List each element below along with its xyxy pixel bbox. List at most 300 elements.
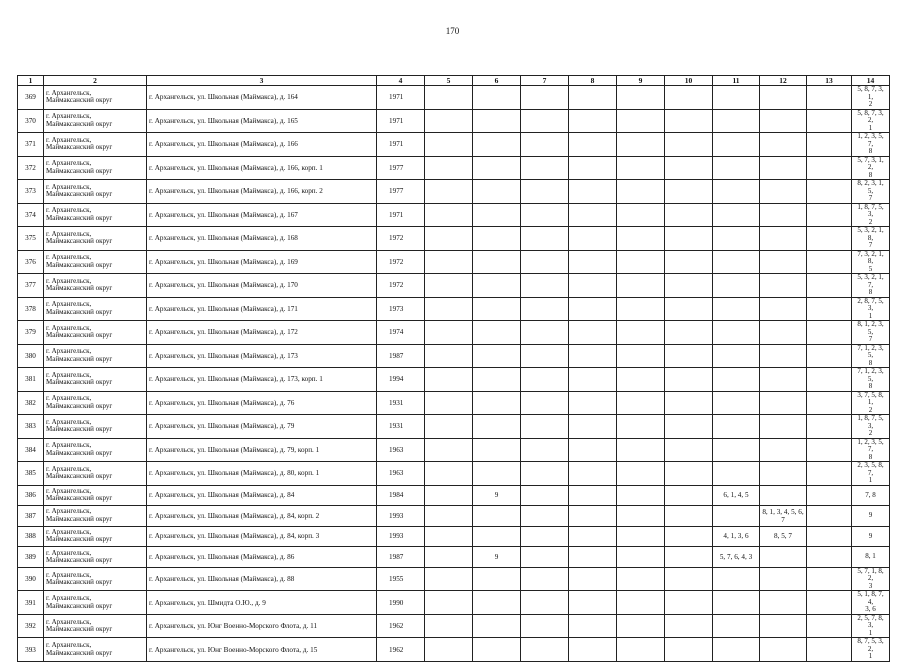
value-cell-8 (569, 109, 617, 133)
value-cell-9 (617, 133, 665, 157)
value-cell-13 (807, 415, 852, 439)
district-cell (44, 485, 147, 506)
district-line: Маймаксанский округ (46, 119, 113, 128)
code-line: 1 (868, 311, 873, 320)
value-cell-8 (569, 227, 617, 251)
value-cell-14 (852, 506, 890, 527)
value-cell-7 (521, 614, 569, 638)
value-cell-10 (665, 506, 713, 527)
value-cell-11 (713, 86, 760, 110)
address-cell: г. Архангельск, ул. Школьная (Маймакса), д. 171 (147, 297, 377, 321)
district-line: г. Архангельск, (46, 347, 92, 356)
value-cell-14 (852, 156, 890, 180)
district-line: Маймаксанский округ (46, 331, 113, 340)
code-line: 5, 7, 1, 8, 2, (857, 567, 884, 583)
value-cell-12 (760, 156, 807, 180)
code-line: 9 (868, 531, 873, 540)
value-cell-5 (425, 133, 473, 157)
district-line: г. Архангельск, (46, 641, 92, 650)
value-cell-6 (473, 203, 521, 227)
table-row (18, 203, 890, 227)
table-row (18, 156, 890, 180)
value-cell-7 (521, 526, 569, 547)
value-cell-13 (807, 250, 852, 274)
value-cell-12 (760, 344, 807, 368)
district-line: Маймаксанский округ (46, 472, 113, 481)
value-cell-8 (569, 485, 617, 506)
district-cell (44, 109, 147, 133)
table-row (18, 438, 890, 462)
value-cell-7 (521, 391, 569, 415)
value-cell-9 (617, 109, 665, 133)
code-line: 7, 3, 2, 1, 8, (857, 250, 884, 265)
value-cell-13 (807, 591, 852, 615)
row-number-cell: 374 (18, 203, 44, 227)
value-cell-14 (852, 133, 890, 157)
value-cell-9 (617, 274, 665, 298)
value-cell-8 (569, 321, 617, 345)
district-line: г. Архангельск, (46, 300, 92, 309)
row-number-cell: 387 (18, 506, 44, 527)
year-cell: 1973 (377, 297, 425, 321)
district-line: г. Архангельск, (46, 370, 92, 379)
district-line: Маймаксанский округ (46, 448, 113, 457)
value-cell-6 (473, 567, 521, 591)
table-row (18, 567, 890, 591)
address-cell: г. Архангельск, ул. Школьная (Маймакса), д. 165 (147, 109, 377, 133)
district-cell (44, 250, 147, 274)
value-cell-14 (852, 391, 890, 415)
address-cell: г. Архангельск, ул. Юнг Военно-Морского Флота, д. 15 (147, 638, 377, 662)
district-cell (44, 438, 147, 462)
value-cell-10 (665, 415, 713, 439)
code-line: 2, 3, 5, 8, 7, (857, 461, 884, 477)
value-cell-10 (665, 109, 713, 133)
value-cell-9 (617, 203, 665, 227)
row-number-cell: 369 (18, 86, 44, 110)
column-header: 8 (569, 76, 617, 86)
value-cell-8 (569, 462, 617, 486)
value-cell-7 (521, 86, 569, 110)
value-cell-9 (617, 506, 665, 527)
year-cell: 1993 (377, 526, 425, 547)
value-cell-10 (665, 526, 713, 547)
value-cell-11: 4, 1, 3, 6 (713, 526, 760, 547)
value-cell-6 (473, 415, 521, 439)
district-cell (44, 344, 147, 368)
code-line: 1 (868, 123, 873, 132)
value-cell-13 (807, 274, 852, 298)
value-cell-12 (760, 133, 807, 157)
value-cell-5 (425, 614, 473, 638)
row-number-cell: 379 (18, 321, 44, 345)
district-cell (44, 415, 147, 439)
district-line: Маймаксанский округ (46, 625, 113, 634)
value-cell-6 (473, 526, 521, 547)
value-cell-9 (617, 591, 665, 615)
year-cell: 1971 (377, 109, 425, 133)
table-row (18, 180, 890, 204)
value-cell-10 (665, 274, 713, 298)
code-line: 5, 1, 8, 7, 4, (857, 590, 884, 606)
value-cell-6 (473, 368, 521, 392)
value-cell-10 (665, 133, 713, 157)
value-cell-9 (617, 547, 665, 568)
district-line: Маймаксанский округ (46, 354, 113, 363)
value-cell-5 (425, 368, 473, 392)
value-cell-11 (713, 344, 760, 368)
district-line: Маймаксанский округ (46, 260, 113, 269)
district-line: г. Архангельск, (46, 441, 92, 450)
value-cell-11 (713, 180, 760, 204)
value-cell-9 (617, 250, 665, 274)
table-row (18, 109, 890, 133)
table-row (18, 547, 890, 568)
row-number-cell: 370 (18, 109, 44, 133)
value-cell-12 (760, 485, 807, 506)
code-line: 3, 7, 5, 8, 1, (857, 391, 884, 406)
district-cell (44, 638, 147, 662)
value-cell-7 (521, 567, 569, 591)
value-cell-10 (665, 321, 713, 345)
row-number-cell: 392 (18, 614, 44, 638)
value-cell-8 (569, 250, 617, 274)
code-line: 2, 5, 7, 8, 3, (857, 614, 884, 630)
value-cell-12 (760, 321, 807, 345)
value-cell-5 (425, 109, 473, 133)
row-number-cell: 376 (18, 250, 44, 274)
code-line: 5, 3, 2, 1, 7, (857, 273, 884, 289)
code-line: 5, 7, 3, 1, 2, (857, 156, 884, 171)
value-cell-14 (852, 638, 890, 662)
year-cell: 1977 (377, 156, 425, 180)
row-number-cell: 372 (18, 156, 44, 180)
value-cell-5 (425, 506, 473, 527)
value-cell-5 (425, 485, 473, 506)
table-row (18, 297, 890, 321)
header-row (18, 76, 890, 86)
district-cell (44, 591, 147, 615)
value-cell-14 (852, 462, 890, 486)
district-line: Маймаксанский округ (46, 535, 113, 544)
code-line: 5, 8, 7, 3, 1, (857, 85, 884, 101)
code-line: 8 (868, 382, 873, 390)
table-row (18, 391, 890, 415)
value-cell-13 (807, 438, 852, 462)
code-line: 2 (868, 100, 873, 108)
value-cell-13 (807, 391, 852, 415)
value-cell-8 (569, 133, 617, 157)
value-cell-12 (760, 438, 807, 462)
district-line: г. Архангельск, (46, 570, 92, 579)
value-cell-7 (521, 180, 569, 204)
year-cell: 1955 (377, 567, 425, 591)
value-cell-9 (617, 614, 665, 638)
table-row (18, 250, 890, 274)
value-cell-7 (521, 133, 569, 157)
district-cell (44, 321, 147, 345)
year-cell: 1971 (377, 133, 425, 157)
value-cell-7 (521, 297, 569, 321)
district-line: Маймаксанский округ (46, 237, 113, 246)
code-line: 2 (868, 217, 873, 226)
value-cell-8 (569, 547, 617, 568)
value-cell-13 (807, 297, 852, 321)
value-cell-14 (852, 567, 890, 591)
year-cell: 1990 (377, 591, 425, 615)
value-cell-12 (760, 274, 807, 298)
value-cell-14 (852, 368, 890, 392)
value-cell-11 (713, 462, 760, 486)
district-line: г. Архангельск, (46, 229, 92, 238)
district-line: Маймаксанский округ (46, 494, 113, 503)
value-cell-11 (713, 274, 760, 298)
value-cell-13 (807, 344, 852, 368)
value-cell-7 (521, 368, 569, 392)
address-cell: г. Архангельск, ул. Школьная (Маймакса), д. 172 (147, 321, 377, 345)
table-row (18, 614, 890, 638)
value-cell-6: 9 (473, 547, 521, 568)
value-cell-11: 5, 7, 6, 4, 3 (713, 547, 760, 568)
value-cell-7 (521, 485, 569, 506)
value-cell-5 (425, 86, 473, 110)
value-cell-8 (569, 614, 617, 638)
value-cell-5 (425, 156, 473, 180)
value-cell-8 (569, 391, 617, 415)
value-cell-6 (473, 109, 521, 133)
code-line: 7 (868, 335, 873, 343)
value-cell-9 (617, 415, 665, 439)
value-cell-13 (807, 86, 852, 110)
value-cell-9 (617, 344, 665, 368)
row-number-cell: 378 (18, 297, 44, 321)
table-body (18, 86, 890, 662)
district-line: г. Архангельск, (46, 253, 92, 262)
address-cell: г. Архангельск, ул. Школьная (Маймакса), д. 86 (147, 547, 377, 568)
column-header: 5 (425, 76, 473, 86)
value-cell-10 (665, 180, 713, 204)
value-cell-12 (760, 614, 807, 638)
value-cell-7 (521, 506, 569, 527)
value-cell-7 (521, 547, 569, 568)
value-cell-5 (425, 438, 473, 462)
district-line: г. Архангельск, (46, 323, 92, 332)
value-cell-14 (852, 344, 890, 368)
row-number-cell: 386 (18, 485, 44, 506)
year-cell: 1962 (377, 638, 425, 662)
value-cell-9 (617, 438, 665, 462)
year-cell: 1974 (377, 321, 425, 345)
code-line: 8 (868, 358, 873, 367)
value-cell-9 (617, 368, 665, 392)
value-cell-10 (665, 547, 713, 568)
year-cell: 1977 (377, 180, 425, 204)
value-cell-10 (665, 297, 713, 321)
table-row (18, 526, 890, 547)
value-cell-6 (473, 344, 521, 368)
value-cell-7 (521, 321, 569, 345)
row-number-cell: 382 (18, 391, 44, 415)
district-cell (44, 274, 147, 298)
year-cell: 1972 (377, 250, 425, 274)
address-cell: г. Архангельск, ул. Школьная (Маймакса), д. 173 (147, 344, 377, 368)
code-line: 1 (868, 476, 873, 484)
value-cell-9 (617, 321, 665, 345)
district-line: г. Архангельск, (46, 206, 92, 215)
district-line: Маймаксанский округ (46, 166, 113, 175)
value-cell-6 (473, 156, 521, 180)
row-number-cell: 373 (18, 180, 44, 204)
value-cell-12 (760, 638, 807, 662)
row-number-cell: 390 (18, 567, 44, 591)
value-cell-13 (807, 203, 852, 227)
year-cell: 1994 (377, 368, 425, 392)
code-line: 5, 3, 2, 1, 8, (857, 226, 884, 242)
table-row (18, 415, 890, 439)
code-line: 9 (868, 511, 873, 520)
address-cell: г. Архангельск, ул. Школьная (Маймакса), д. 79 (147, 415, 377, 439)
data-table (17, 75, 890, 662)
address-cell: г. Архангельск, ул. Шмидта О.Ю., д. 9 (147, 591, 377, 615)
table-row (18, 368, 890, 392)
address-cell: г. Архангельск, ул. Школьная (Маймакса), д. 166, корп. 1 (147, 156, 377, 180)
district-line: Маймаксанский округ (46, 648, 113, 657)
value-cell-9 (617, 297, 665, 321)
value-cell-5 (425, 526, 473, 547)
value-cell-14 (852, 297, 890, 321)
column-header: 14 (852, 76, 890, 86)
value-cell-14 (852, 485, 890, 506)
district-line: Маймаксанский округ (46, 96, 113, 105)
code-line: 1 (868, 652, 873, 661)
value-cell-6 (473, 180, 521, 204)
row-number-cell: 393 (18, 638, 44, 662)
district-cell (44, 156, 147, 180)
row-number-cell: 377 (18, 274, 44, 298)
column-header: 7 (521, 76, 569, 86)
value-cell-9 (617, 485, 665, 506)
district-line: г. Архангельск, (46, 159, 92, 168)
value-cell-8 (569, 591, 617, 615)
value-cell-8 (569, 438, 617, 462)
district-cell (44, 462, 147, 486)
value-cell-13 (807, 614, 852, 638)
value-cell-5 (425, 321, 473, 345)
value-cell-6 (473, 591, 521, 615)
value-cell-12 (760, 297, 807, 321)
code-line: 1, 2, 3, 5, 7, (857, 132, 884, 148)
year-cell: 1987 (377, 547, 425, 568)
district-line: Маймаксанский округ (46, 213, 113, 222)
code-line: 7, 8 (865, 490, 876, 499)
value-cell-14 (852, 547, 890, 568)
value-cell-12 (760, 591, 807, 615)
value-cell-10 (665, 591, 713, 615)
value-cell-6 (473, 133, 521, 157)
year-cell: 1987 (377, 344, 425, 368)
code-line: 7 (868, 194, 873, 202)
value-cell-13 (807, 156, 852, 180)
year-cell: 1963 (377, 438, 425, 462)
address-cell: г. Архангельск, ул. Школьная (Маймакса), д. 84 (147, 485, 377, 506)
district-cell (44, 547, 147, 568)
table-row (18, 227, 890, 251)
value-cell-12 (760, 109, 807, 133)
code-line: 1, 8, 7, 5, 3, (857, 203, 884, 218)
value-cell-10 (665, 227, 713, 251)
value-cell-8 (569, 567, 617, 591)
district-line: г. Архангельск, (46, 394, 92, 403)
district-cell (44, 567, 147, 591)
value-cell-6 (473, 227, 521, 251)
value-cell-8 (569, 274, 617, 298)
value-cell-6 (473, 321, 521, 345)
district-cell (44, 526, 147, 547)
district-line: Маймаксанский округ (46, 190, 113, 199)
value-cell-11 (713, 133, 760, 157)
table-row (18, 321, 890, 345)
value-cell-11 (713, 227, 760, 251)
value-cell-10 (665, 462, 713, 486)
value-cell-13 (807, 109, 852, 133)
value-cell-9 (617, 526, 665, 547)
table-row (18, 344, 890, 368)
year-cell: 1931 (377, 391, 425, 415)
value-cell-8 (569, 368, 617, 392)
value-cell-9 (617, 227, 665, 251)
code-line: 8 (868, 452, 873, 461)
district-line: г. Архангельск, (46, 507, 92, 516)
district-line: г. Архангельск, (46, 486, 92, 495)
code-line: 2 (868, 405, 873, 414)
value-cell-13 (807, 133, 852, 157)
value-cell-8 (569, 638, 617, 662)
code-line: 1 (868, 628, 873, 637)
value-cell-8 (569, 86, 617, 110)
district-cell (44, 297, 147, 321)
value-cell-8 (569, 203, 617, 227)
value-cell-13 (807, 526, 852, 547)
value-cell-5 (425, 297, 473, 321)
value-cell-5 (425, 344, 473, 368)
district-line: Маймаксанский округ (46, 143, 113, 152)
value-cell-14 (852, 109, 890, 133)
value-cell-13 (807, 638, 852, 662)
code-line: 1, 2, 3, 5, 7, (857, 438, 884, 453)
value-cell-9 (617, 391, 665, 415)
district-cell (44, 506, 147, 527)
value-cell-7 (521, 462, 569, 486)
value-cell-7 (521, 274, 569, 298)
code-line: 1, 8, 7, 5, 3, (857, 414, 884, 430)
value-cell-7 (521, 250, 569, 274)
address-cell: г. Архангельск, ул. Школьная (Маймакса), д. 164 (147, 86, 377, 110)
value-cell-10 (665, 638, 713, 662)
value-cell-8 (569, 156, 617, 180)
code-line: 8, 2, 3, 1, 5, (857, 179, 884, 195)
value-cell-9 (617, 567, 665, 591)
code-line: 2 (868, 429, 873, 437)
value-cell-5 (425, 391, 473, 415)
district-cell (44, 133, 147, 157)
district-line: г. Архангельск, (46, 182, 92, 191)
value-cell-14 (852, 438, 890, 462)
address-cell: г. Архангельск, ул. Школьная (Маймакса), д. 76 (147, 391, 377, 415)
year-cell: 1984 (377, 485, 425, 506)
value-cell-6: 9 (473, 485, 521, 506)
code-line: 8 (868, 288, 873, 296)
value-cell-8 (569, 415, 617, 439)
